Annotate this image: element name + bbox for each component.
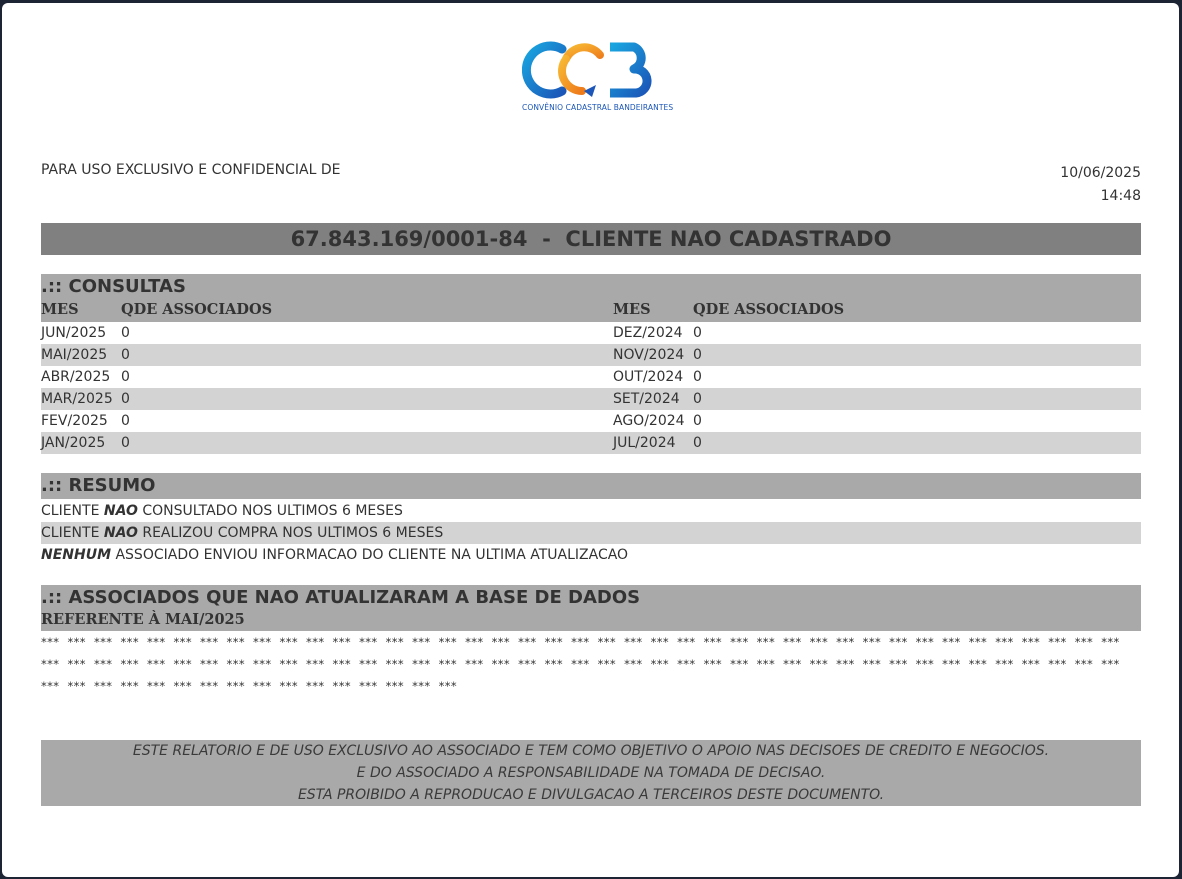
resumo-header [41, 473, 1141, 499]
mes-cell: JUL/2024 [613, 435, 676, 451]
resumo-text: CONSULTADO NOS ULTIMOS 6 MESES [137, 503, 403, 519]
qde-cell: 0 [121, 347, 130, 363]
table-row [41, 388, 1141, 410]
col-qde-left: QDE ASSOCIADOS [121, 301, 273, 318]
resumo-line [41, 522, 1141, 544]
table-row [41, 344, 1141, 366]
qde-cell: 0 [693, 391, 702, 407]
report-date: 10/06/2025 [1060, 165, 1141, 181]
report-time: 14:48 [1100, 188, 1141, 204]
col-mes-left: MES [41, 301, 79, 318]
qde-cell: 0 [693, 413, 702, 429]
table-row [41, 432, 1141, 454]
associados-title: .:: ASSOCIADOS QUE NAO ATUALIZARAM A BASE DE DADOS [41, 587, 641, 608]
consultas-title: .:: CONSULTAS [41, 276, 186, 297]
mes-cell: MAR/2025 [41, 391, 113, 407]
table-row [41, 322, 1141, 344]
ccb-logo [522, 39, 674, 119]
report-page [2, 3, 1179, 877]
qde-cell: 0 [121, 369, 130, 385]
qde-cell: 0 [693, 369, 702, 385]
consultas-header [41, 274, 1141, 322]
col-mes-right: MES [613, 301, 651, 318]
associados-header [41, 585, 1141, 631]
logo-caption: CONVÊNIO CADASTRAL BANDEIRANTES [522, 103, 674, 112]
resumo-emphasis: NENHUM [41, 547, 112, 563]
resumo-text: REALIZOU COMPRA NOS ULTIMOS 6 MESES [137, 525, 444, 541]
resumo-emphasis: NAO [103, 503, 138, 519]
mes-cell: SET/2024 [613, 391, 680, 407]
associados-subtitle: REFERENTE À MAI/2025 [41, 611, 245, 628]
qde-cell: 0 [693, 347, 702, 363]
disclaimer-line: ESTE RELATORIO E DE USO EXCLUSIVO AO ASSOCIADO E TEM COMO OBJETIVO O APOIO NAS DECISOES DE CREDITO E NEGOCIOS. [132, 743, 1050, 759]
disclaimer-line: E DO ASSOCIADO A RESPONSABILIDADE NA TOMADA DE DECISAO. [356, 765, 826, 781]
resumo-title: .:: RESUMO [41, 475, 156, 496]
resumo-text: CLIENTE [41, 503, 104, 519]
mes-cell: ABR/2025 [41, 369, 111, 385]
table-row [41, 366, 1141, 388]
ccb-logo-icon [522, 39, 664, 103]
mes-cell: AGO/2024 [613, 413, 685, 429]
mes-cell: NOV/2024 [613, 347, 685, 363]
report-datetime [1060, 162, 1141, 208]
mes-cell: JUN/2025 [41, 325, 107, 341]
page-title: 67.843.169/0001-84 - CLIENTE NAO CADASTRADO [41, 223, 1141, 255]
qde-cell: 0 [121, 413, 130, 429]
disclaimer-line: ESTA PROIBIDO A REPRODUCAO E DIVULGACAO A TERCEIROS DESTE DOCUMENTO. [297, 787, 885, 803]
resumo-text: CLIENTE [41, 525, 104, 541]
resumo-text: ASSOCIADO ENVIOU INFORMACAO DO CLIENTE NA ULTIMA ATUALIZACAO [111, 547, 629, 563]
qde-cell: 0 [121, 325, 130, 341]
confidential-label: PARA USO EXCLUSIVO E CONFIDENCIAL DE [41, 162, 341, 178]
resumo-line [41, 544, 1141, 566]
mes-cell: JAN/2025 [41, 435, 106, 451]
qde-cell: 0 [693, 435, 702, 451]
mes-cell: MAI/2025 [41, 347, 108, 363]
qde-cell: 0 [121, 435, 130, 451]
qde-cell: 0 [693, 325, 702, 341]
resumo-emphasis: NAO [103, 525, 138, 541]
mes-cell: DEZ/2024 [613, 325, 683, 341]
mes-cell: FEV/2025 [41, 413, 108, 429]
resumo-line [41, 500, 1141, 522]
table-row [41, 410, 1141, 432]
col-qde-right: QDE ASSOCIADOS [693, 301, 845, 318]
disclaimer-footer [41, 740, 1141, 806]
qde-cell: 0 [121, 391, 130, 407]
masked-associados-list: *** *** *** *** *** *** *** *** *** *** *** *** *** *** *** *** *** *** *** *** *** *** *** *** *** *** *** *** *** *** *** *** *** *** *** *** *** *** *** *** *** *** *** *** *** *** *** *** *** *** *** *** *** *** *** *** *** *** *** *** *** *** *** *** *** *** *** *** *** *** *** *** *** *** *** *** *** *** *** *** *** *** *** *** *** *** *** *** *** *** *** *** *** *** *** *** *** *** [41, 635, 1120, 693]
mes-cell: OUT/2024 [613, 369, 684, 385]
